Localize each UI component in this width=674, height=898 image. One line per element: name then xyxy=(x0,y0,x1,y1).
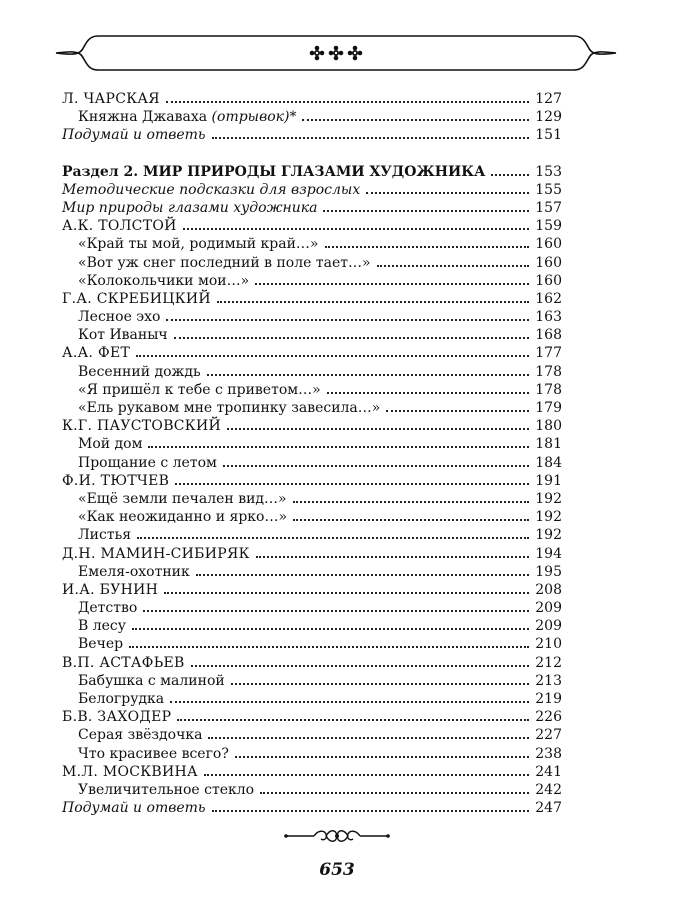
toc-entry-page: 209 xyxy=(535,600,562,617)
toc-entry-page: 181 xyxy=(535,436,562,453)
toc-entry-page: 242 xyxy=(535,781,562,798)
toc-entry xyxy=(62,690,562,708)
dot-leader xyxy=(235,756,529,758)
toc-entry xyxy=(62,326,562,344)
toc-entry-title: Листья xyxy=(78,527,132,544)
toc-entry-title: Вечер xyxy=(78,636,124,653)
toc-entry xyxy=(62,199,562,217)
toc-entry-title: Что красивее всего? xyxy=(78,745,229,762)
toc-entry-title: «Вот уж снег последний в поле тает…» xyxy=(78,254,371,271)
dot-leader xyxy=(302,119,529,121)
toc-entry xyxy=(62,454,562,472)
toc-entry-page: 160 xyxy=(535,254,562,271)
toc-entry-page: 247 xyxy=(535,800,562,817)
toc-entry-title: Емеля-охотник xyxy=(78,563,190,580)
toc-entry xyxy=(62,435,562,453)
toc-entry xyxy=(62,217,562,235)
dot-leader xyxy=(136,355,529,357)
dot-leader xyxy=(327,392,530,394)
dot-leader xyxy=(491,174,529,176)
dot-leader xyxy=(191,665,530,667)
toc-entry xyxy=(62,290,562,308)
toc-entry-page: 194 xyxy=(535,545,562,562)
toc-entry xyxy=(62,563,562,581)
toc-entry xyxy=(62,799,562,817)
toc-entry-title: В лесу xyxy=(78,618,126,635)
toc-entry-title: Весенний дождь xyxy=(78,363,201,380)
toc-entry xyxy=(62,163,562,181)
toc-entry xyxy=(62,90,562,108)
toc-entry-title: Прощание с летом xyxy=(78,454,217,471)
toc-entry-title: «Как неожиданно и ярко…» xyxy=(78,509,288,526)
toc-entry xyxy=(62,545,562,563)
toc-entry xyxy=(62,599,562,617)
dot-leader xyxy=(231,683,530,685)
toc-entry-page: 178 xyxy=(535,363,562,380)
toc-entry xyxy=(62,781,562,799)
toc-entry-title: Г.А. СКРЕБИЦКИЙ xyxy=(62,290,211,307)
dot-leader xyxy=(166,319,529,321)
dot-leader xyxy=(137,537,529,539)
toc-entry-title: Мой дом xyxy=(78,436,143,453)
toc-entry-page: 153 xyxy=(535,163,562,180)
toc-entry xyxy=(62,108,562,126)
toc-entry-title: М.Л. МОСКВИНА xyxy=(62,763,198,780)
toc-entry-page: 238 xyxy=(535,745,562,762)
toc-entry-title: Белогрудка xyxy=(78,691,165,707)
toc-entry xyxy=(62,399,562,417)
toc-entry xyxy=(62,381,562,399)
dot-leader xyxy=(177,719,529,721)
toc-entry-page: 210 xyxy=(535,636,562,653)
toc-entry-page: 192 xyxy=(535,490,562,507)
header-frame xyxy=(52,32,620,74)
toc-entry xyxy=(62,508,562,526)
toc-entry-title: Раздел 2. МИР ПРИРОДЫ ГЛАЗАМИ ХУДОЖНИКА xyxy=(62,163,486,180)
dot-leader xyxy=(212,137,530,139)
toc-entry xyxy=(62,363,562,381)
toc-entry-page: 195 xyxy=(535,563,562,580)
dot-leader xyxy=(293,501,530,503)
dot-leader xyxy=(227,428,529,430)
toc-entry xyxy=(62,581,562,599)
toc-entry-title: В.П. АСТАФЬЕВ xyxy=(62,654,185,671)
toc-entry xyxy=(62,308,562,326)
toc-entry-page: 227 xyxy=(535,727,562,744)
toc-entry-title: Кот Иваныч xyxy=(78,327,168,344)
toc-entry-page: 160 xyxy=(535,236,562,253)
dot-leader xyxy=(386,410,529,412)
toc-entry-title: Подумай и ответь xyxy=(62,800,206,817)
dot-leader xyxy=(293,519,529,521)
dot-leader xyxy=(132,628,529,630)
toc-entry xyxy=(62,726,562,744)
dot-leader xyxy=(377,265,530,267)
dot-leader xyxy=(166,101,529,103)
dot-leader xyxy=(217,301,529,303)
dot-leader xyxy=(183,228,530,230)
toc-entry-title: Д.Н. МАМИН-СИБИРЯК xyxy=(62,545,250,562)
dot-leader xyxy=(207,374,530,376)
toc-entry-page: 163 xyxy=(535,309,562,326)
toc-entry-page: 184 xyxy=(535,454,562,471)
toc-entry xyxy=(62,472,562,490)
toc-entry-title: Серая звёздочка xyxy=(78,727,203,744)
toc-entry-title: К.Г. ПАУСТОВСКИЙ xyxy=(62,418,221,435)
toc-entry-title: Бабушка с малиной xyxy=(78,672,225,689)
page-number: 653 xyxy=(319,860,355,880)
toc-entry-title: А.К. ТОЛСТОЙ xyxy=(62,218,177,235)
toc-entry-title: Подумай и ответь xyxy=(62,127,206,144)
toc-entry-title: Б.В. ЗАХОДЕР xyxy=(62,709,172,726)
dot-leader xyxy=(325,246,530,248)
dot-leader xyxy=(255,283,529,285)
toc-entry xyxy=(62,617,562,635)
dot-leader xyxy=(148,446,529,448)
toc-entry xyxy=(62,490,562,508)
toc-entry xyxy=(62,417,562,435)
toc-entry xyxy=(62,344,562,362)
dot-leader xyxy=(204,774,529,776)
toc-entry-page: 160 xyxy=(535,272,562,289)
dot-leader xyxy=(164,592,529,594)
dot-leader xyxy=(170,701,529,703)
dot-leader xyxy=(196,574,530,576)
toc-entry xyxy=(62,272,562,290)
toc-entry-page: 226 xyxy=(535,709,562,726)
toc-entry-page: 219 xyxy=(535,691,562,707)
toc-entry-page: 208 xyxy=(535,581,562,598)
toc-entry-page: 155 xyxy=(535,181,562,198)
toc-entry-page: 209 xyxy=(535,618,562,635)
scroll-ornament-icon xyxy=(284,828,390,844)
toc-entry-title: Методические подсказки для взрослых xyxy=(62,181,361,198)
toc-entry-title: Л. ЧАРСКАЯ xyxy=(62,91,160,107)
toc-entry-page: 168 xyxy=(535,327,562,344)
toc-entry xyxy=(62,654,562,672)
toc-entry-title: «Колокольчики мои…» xyxy=(78,272,250,289)
toc-entry-page: 129 xyxy=(535,109,562,126)
toc-entry-page: 178 xyxy=(535,381,562,398)
dot-leader xyxy=(260,792,529,794)
toc-entry-page: 192 xyxy=(535,527,562,544)
toc-entry-title: «Ещё земли печален вид…» xyxy=(78,490,287,507)
toc-entry-page: 159 xyxy=(535,218,562,235)
table-of-contents xyxy=(62,90,562,817)
toc-entry-page: 179 xyxy=(535,400,562,416)
toc-entry-page: 157 xyxy=(535,199,562,216)
toc-entry-title: А.А. ФЕТ xyxy=(62,345,131,362)
toc-entry xyxy=(62,235,562,253)
toc-entry xyxy=(62,763,562,781)
toc-entry-title: «Ель рукавом мне тропинку завесила…» xyxy=(78,400,381,416)
dot-leader xyxy=(323,210,529,212)
dot-leader xyxy=(143,610,529,612)
toc-entry-title: Ф.И. ТЮТЧЕВ xyxy=(62,472,170,489)
dot-leader xyxy=(208,737,529,739)
toc-entry-page: 127 xyxy=(535,91,562,107)
toc-entry-title: Мир природы глазами художника xyxy=(62,199,318,216)
toc-entry-page: 151 xyxy=(535,127,562,144)
triple-rosette-icon xyxy=(309,45,363,61)
dot-leader xyxy=(366,192,529,194)
toc-entry-page: 213 xyxy=(535,672,562,689)
toc-entry-title: Лесное эхо xyxy=(78,309,161,326)
dot-leader xyxy=(175,483,529,485)
toc-entry-page: 180 xyxy=(535,418,562,435)
toc-entry xyxy=(62,708,562,726)
toc-entry xyxy=(62,126,562,144)
toc-entry-title: «Я пришёл к тебе с приветом…» xyxy=(78,381,321,398)
toc-entry-page: 177 xyxy=(535,345,562,362)
toc-entry-page: 162 xyxy=(535,290,562,307)
dot-leader xyxy=(256,556,530,558)
dot-leader xyxy=(212,810,530,812)
toc-entry xyxy=(62,672,562,690)
toc-entry-page: 212 xyxy=(535,654,562,671)
toc-entry-title: «Край ты мой, родимый край…» xyxy=(78,236,319,253)
toc-entry-title: И.А. БУНИН xyxy=(62,581,159,598)
toc-entry-page: 192 xyxy=(535,509,562,526)
toc-entry xyxy=(62,635,562,653)
toc-entry xyxy=(62,526,562,544)
dot-leader xyxy=(223,465,529,467)
toc-entry-page: 191 xyxy=(535,472,562,489)
toc-entry xyxy=(62,254,562,272)
toc-entry-page: 241 xyxy=(535,763,562,780)
toc-entry-title: Увеличительное стекло xyxy=(78,781,255,798)
toc-entry xyxy=(62,745,562,763)
toc-entry-title: Детство xyxy=(78,600,138,617)
dot-leader xyxy=(129,646,529,648)
toc-entry-title: Княжна Джаваха (отрывок)* xyxy=(78,109,297,126)
dot-leader xyxy=(174,337,530,339)
toc-entry xyxy=(62,181,562,199)
